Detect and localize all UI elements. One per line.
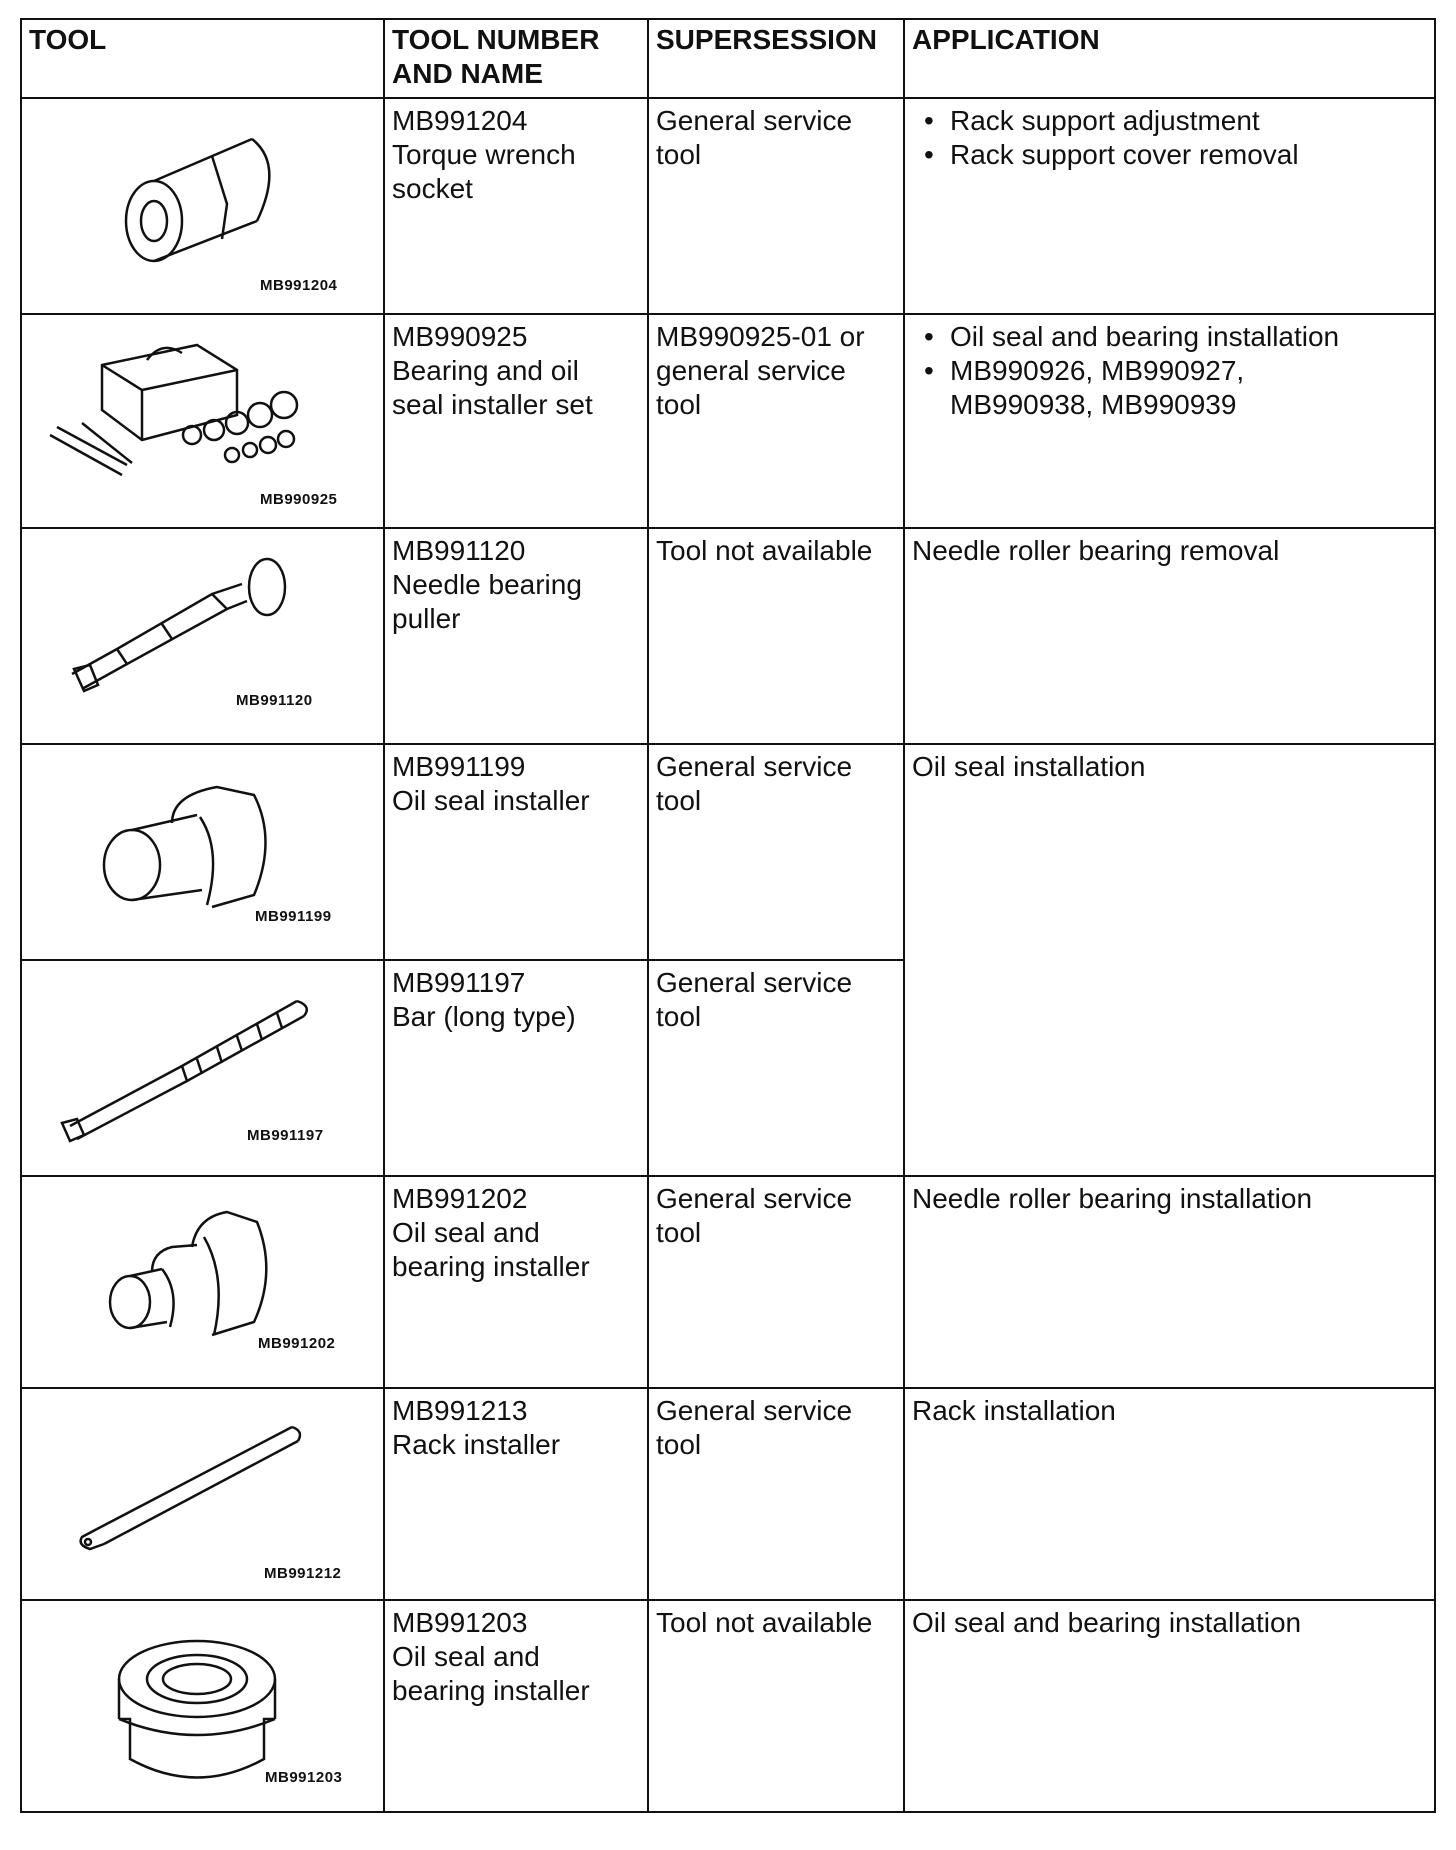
tool-image-cell xyxy=(21,1388,384,1600)
tool-number-cell: MB991197 Bar (long type) xyxy=(384,960,648,1176)
supersession-cell: General service tool xyxy=(648,98,904,314)
table-row xyxy=(21,1176,1435,1388)
application-cell: Rack installation xyxy=(904,1388,1435,1600)
table-row xyxy=(21,314,1435,528)
tool-image-cell xyxy=(21,1176,384,1388)
tool-tag: MB991120 xyxy=(236,692,313,709)
tool-image-cell xyxy=(21,960,384,1176)
tool-image-cell xyxy=(21,98,384,314)
bar-icon xyxy=(22,961,382,1175)
tool-number-cell: MB990925 Bearing and oil seal installer set xyxy=(384,314,648,528)
application-cell: Oil seal and bearing installation xyxy=(904,1600,1435,1812)
application-cell: Oil seal installation xyxy=(904,744,1435,1176)
tool-tag: MB991204 xyxy=(260,277,338,294)
supersession-cell: General service tool xyxy=(648,744,904,960)
list-item: • MB990926, MB990927, xyxy=(912,354,1427,388)
tool-tag: MB991199 xyxy=(255,908,332,925)
tool-tag: MB991197 xyxy=(247,1127,324,1144)
table-row xyxy=(21,528,1435,744)
tool-tag: MB991202 xyxy=(258,1335,336,1352)
puller-icon xyxy=(22,529,382,743)
table-row xyxy=(21,744,1435,960)
tool-number-cell: MB991203 Oil seal and bearing installer xyxy=(384,1600,648,1812)
list-item: • Rack support cover removal xyxy=(912,138,1427,172)
application-cell: Needle roller bearing removal xyxy=(904,528,1435,744)
tool-image-cell xyxy=(21,1600,384,1812)
supersession-cell: General service tool xyxy=(648,1176,904,1388)
supersession-cell: General service tool xyxy=(648,1388,904,1600)
tool-number-cell: MB991120 Needle bearing puller xyxy=(384,528,648,744)
tool-tag: MB991212 xyxy=(264,1565,342,1582)
supersession-cell: Tool not available xyxy=(648,528,904,744)
tool-image-cell xyxy=(21,744,384,960)
tool-tag: MB990925 xyxy=(260,491,338,508)
tool-number-cell: MB991204 Torque wrench socket xyxy=(384,98,648,314)
supersession-cell: Tool not available xyxy=(648,1600,904,1812)
application-cell xyxy=(904,98,1435,314)
list-item: • Rack support adjustment xyxy=(912,104,1427,138)
application-cell: Needle roller bearing installation xyxy=(904,1176,1435,1388)
tool-image-cell xyxy=(21,528,384,744)
special-tools-table xyxy=(20,18,1436,1813)
header-row xyxy=(21,19,1435,98)
header-tool-number: TOOL NUMBER AND NAME xyxy=(384,19,648,98)
supersession-cell: MB990925-01 or general service tool xyxy=(648,314,904,528)
tool-tag: MB991203 xyxy=(265,1769,343,1786)
application-cell: • Oil seal and bearing installation • MB990926, MB990927, MB990938, MB990939 xyxy=(904,314,1435,528)
tool-number-cell: MB991199 Oil seal installer xyxy=(384,744,648,960)
supersession-cell: General service tool xyxy=(648,960,904,1176)
header-supersession: SUPERSESSION xyxy=(648,19,904,98)
table-row xyxy=(21,1600,1435,1812)
header-tool: TOOL xyxy=(21,19,384,98)
table-row xyxy=(21,1388,1435,1600)
list-item: • Oil seal and bearing installation xyxy=(912,320,1427,354)
tool-number-cell: MB991213 Rack installer xyxy=(384,1388,648,1600)
header-application: APPLICATION xyxy=(904,19,1435,98)
tool-image-cell xyxy=(21,314,384,528)
tool-number-cell: MB991202 Oil seal and bearing installer xyxy=(384,1176,648,1388)
table-row xyxy=(21,98,1435,314)
